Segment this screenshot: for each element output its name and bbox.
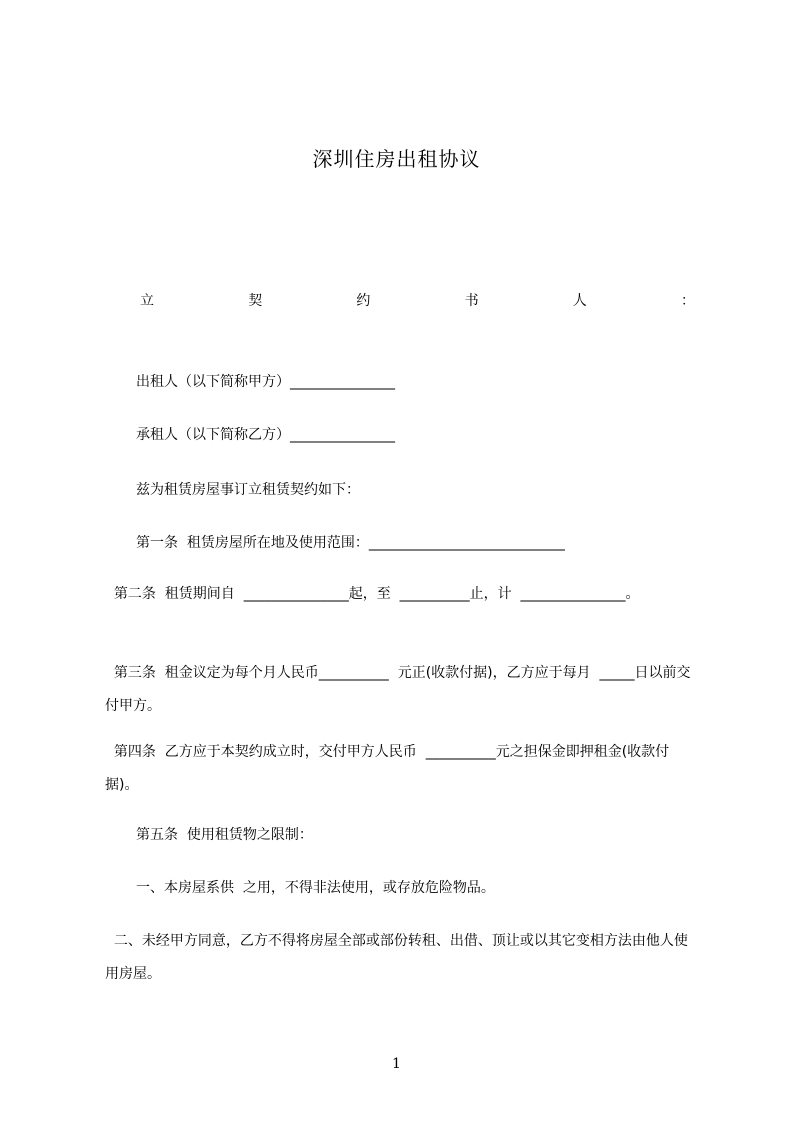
article-3: 第三条 租金议定为每个月人民币__________ 元正(收款付据)，乙方应于每月 _____日以前交付甲方。	[105, 665, 691, 714]
lessee-line: 承租人（以下简称乙方）_______________	[136, 427, 395, 443]
restriction-1: 一、本房屋系供 之用，不得非法使用，或存放危险物品。	[136, 880, 495, 896]
restriction-2: 二、未经甲方同意，乙方不得将房屋全部或部份转租、出借、顶让或以其它变相方法由他人使用房屋。	[105, 933, 688, 982]
signers-char: ：	[680, 293, 695, 309]
signers-char: 约	[356, 293, 371, 309]
signers-char: 立	[140, 293, 154, 309]
lessor-line: 出租人（以下简称甲方）_______________	[136, 374, 395, 390]
signers-char: 人	[572, 293, 587, 309]
signers-char: 契	[248, 293, 263, 309]
document-title: 深圳住房出租协议	[312, 147, 481, 171]
page-number: 1	[392, 1056, 401, 1072]
signers-heading	[140, 290, 695, 310]
intro-line: 兹为租赁房屋事订立租赁契约如下：	[136, 482, 360, 498]
article-4: 第四条 乙方应于本契约成立时，交付甲方人民币 __________元之担保金即押租金(收款付据)。	[105, 744, 670, 793]
article-1: 第一条 租赁房屋所在地及使用范围：____________________________	[136, 535, 565, 551]
article-5: 第五条 使用租赁物之限制：	[136, 827, 313, 843]
article-2: 第二条 租赁期间自 _______________起，至 __________止，计 _______________。	[105, 586, 640, 602]
signers-char: 书	[464, 293, 479, 309]
